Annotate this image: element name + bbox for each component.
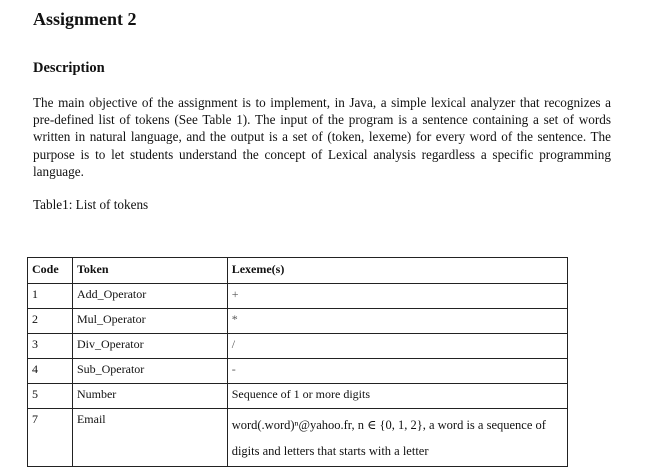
cell-code: 4 <box>28 359 73 384</box>
table-row <box>28 309 568 334</box>
table-row <box>28 409 568 467</box>
table-caption: Table1: List of tokens <box>33 197 149 212</box>
table-row <box>28 384 568 409</box>
document-title: Assignment 2 <box>33 9 137 29</box>
cell-token: Email <box>72 409 227 467</box>
cell-lexeme: / <box>227 334 567 359</box>
cell-code: 2 <box>28 309 73 334</box>
cell-lexeme: * <box>227 309 567 334</box>
header-code: Code <box>28 258 73 284</box>
cell-token: Mul_Operator <box>72 309 227 334</box>
cell-code: 1 <box>28 284 73 309</box>
cell-code: 7 <box>28 409 73 467</box>
cell-token: Div_Operator <box>72 334 227 359</box>
tokens-table <box>27 257 568 467</box>
cell-lexeme: word(.word)ⁿ@yahoo.fr, n ∈ {0, 1, 2}, a word is a sequence of digits and letters that starts with a letter <box>227 409 567 467</box>
table-row <box>28 284 568 309</box>
cell-lexeme: + <box>227 284 567 309</box>
cell-token: Sub_Operator <box>72 359 227 384</box>
description-paragraph: The main objective of the assignment is to implement, in Java, a simple lexical analyzer that recognizes a pre-defined list of tokens (See Table 1). The input of the program is a sentence containing a set of words written in natural language, and the output is a set of (token, lexeme) for every word of the sentence. The purpose is to let students understand the concept of Lexical analysis regardless a specific programming language. <box>33 95 611 179</box>
table-row <box>28 334 568 359</box>
description-heading: Description <box>33 60 105 76</box>
cell-lexeme: - <box>227 359 567 384</box>
cell-lexeme: Sequence of 1 or more digits <box>227 384 567 409</box>
cell-token: Add_Operator <box>72 284 227 309</box>
cell-token: Number <box>72 384 227 409</box>
cell-code: 3 <box>28 334 73 359</box>
cell-code: 5 <box>28 384 73 409</box>
table-header-row <box>28 258 568 284</box>
header-token: Token <box>72 258 227 284</box>
header-lexeme: Lexeme(s) <box>227 258 567 284</box>
table-row <box>28 359 568 384</box>
